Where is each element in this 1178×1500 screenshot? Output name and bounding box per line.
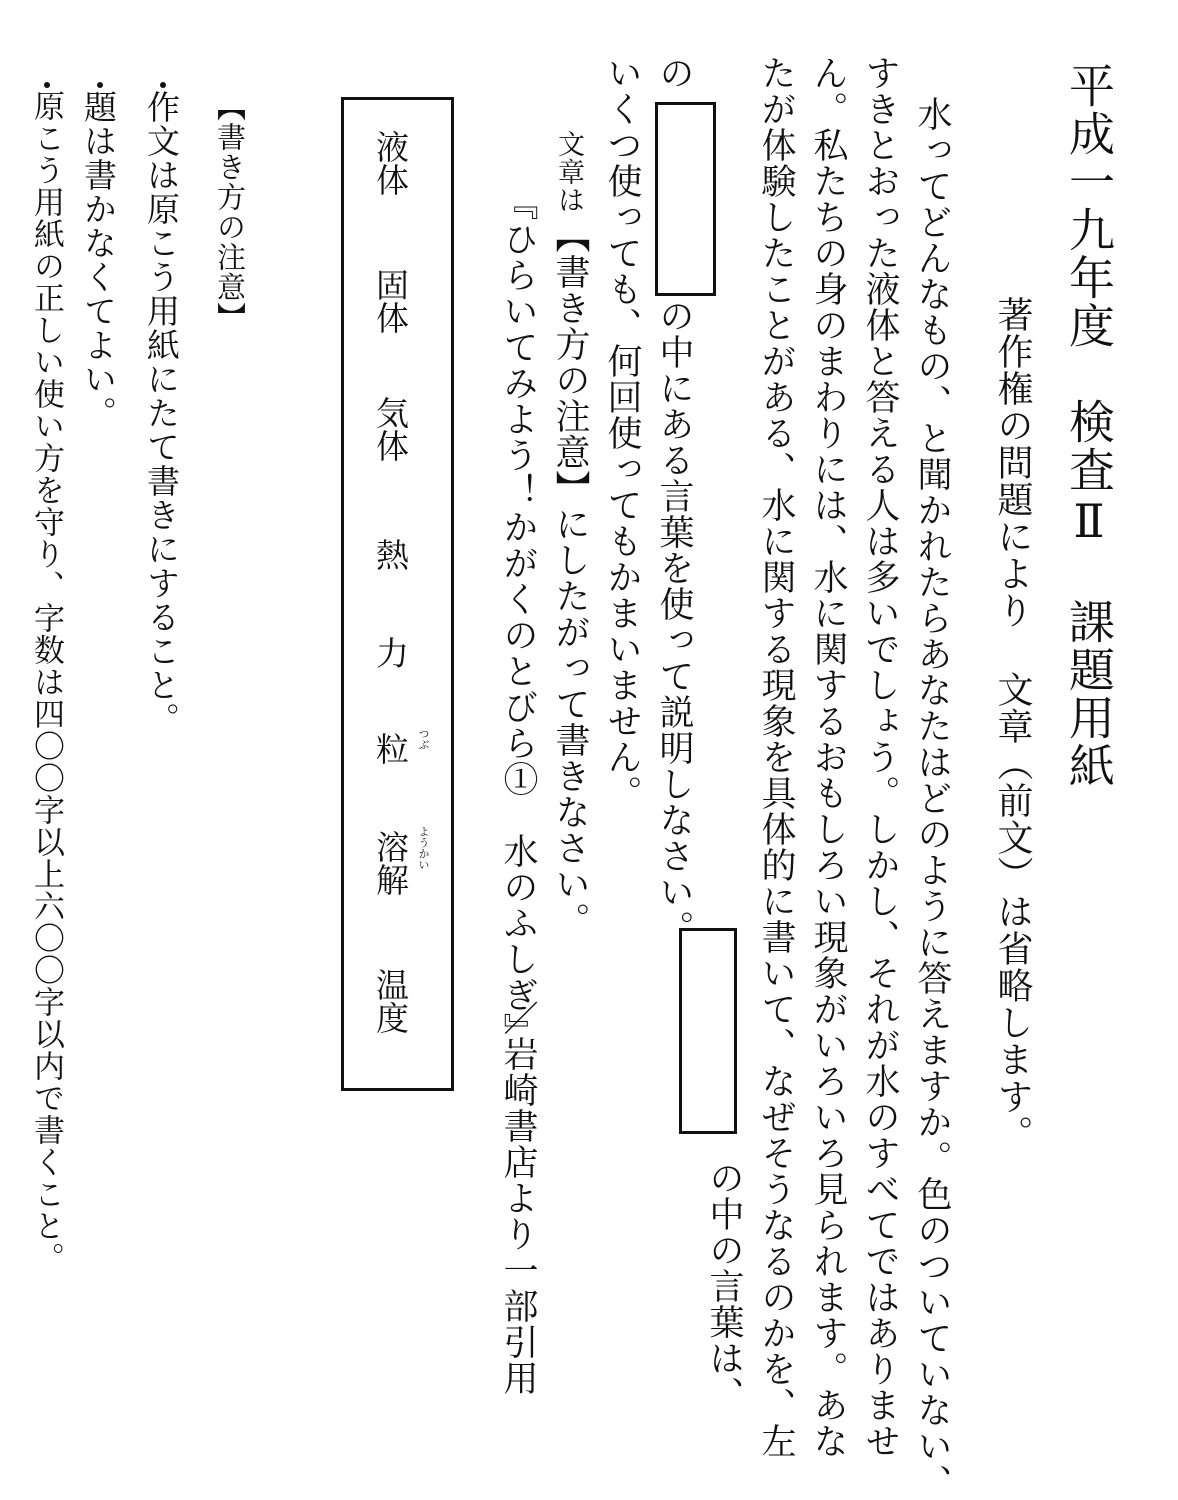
passage-line-8-start: 文章は (553, 130, 584, 214)
word-dissolution: 溶解 (371, 830, 410, 896)
passage-line-1: 水ってどんなもの、と聞かれたらあなたはどのように答えますか。色のついていない、 (912, 96, 952, 1500)
ruby-youkai: ようかい (417, 826, 430, 870)
note-item-3: 原こう用紙の正しい使い方を守り、字数は四〇〇字以上六〇〇字以内で書くこと。 (28, 90, 64, 1274)
word-heat: 熱 (371, 538, 410, 571)
word-liquid: 液体 (371, 130, 410, 196)
citation-publisher: ／岩崎書店 (498, 1000, 538, 1180)
citation-book: 『ひらいてみよう！かがくのとびら① 水のふしぎ』 (498, 185, 538, 1049)
notes-heading: 【書き方の注意】 (213, 92, 247, 332)
word-solid: 固体 (371, 268, 410, 334)
omission-note: 著作権の問題により 文章（前文）は省略します。 (992, 296, 1033, 1152)
bullet-dot-2 (97, 82, 103, 88)
word-particle: 粒 (371, 732, 410, 765)
page-title: 平成一九年度 検査Ⅱ 課題用紙 (1062, 62, 1116, 790)
blank-box-upper (679, 928, 737, 1134)
bullet-dot-3 (44, 82, 50, 88)
note-item-2: 題は書かなくてよい。 (79, 90, 118, 430)
passage-line-8: 【書き方の注意】にしたがって書きなさい。 (550, 218, 590, 938)
passage-line-6: の中にある言葉を使って説明しなさい。 (654, 298, 694, 946)
passage-line-6-start: の (654, 55, 694, 91)
passage-line-7: いくつ使っても、何回使ってもかまいません。 (602, 55, 642, 811)
citation-suffix: より一部引用 (498, 1180, 538, 1396)
passage-line-4: たが体験したことがある、水に関する現象を具体的に書いて、なぜそうなるのかを、左 (756, 55, 796, 1459)
bullet-dot-1 (160, 82, 166, 88)
word-gas: 気体 (371, 396, 410, 462)
word-box (341, 97, 454, 1091)
word-force: 力 (371, 636, 410, 669)
word-temperature: 温度 (371, 968, 410, 1034)
ruby-tsubu: つぶ (417, 728, 430, 750)
passage-line-5: の中の言葉は、 (704, 1160, 744, 1412)
passage-line-3: ん。私たちの身のまわりには、水に関するおもしろい現象がいろいろ見られます。あな (808, 55, 848, 1459)
passage-line-2: すきとおった液体と答える人は多いでしょう。しかし、それが水のすべてではありませ (860, 55, 900, 1459)
blank-box-lower (655, 102, 716, 296)
note-item-1: 作文は原こう用紙にたて書きにすること。 (142, 90, 181, 736)
